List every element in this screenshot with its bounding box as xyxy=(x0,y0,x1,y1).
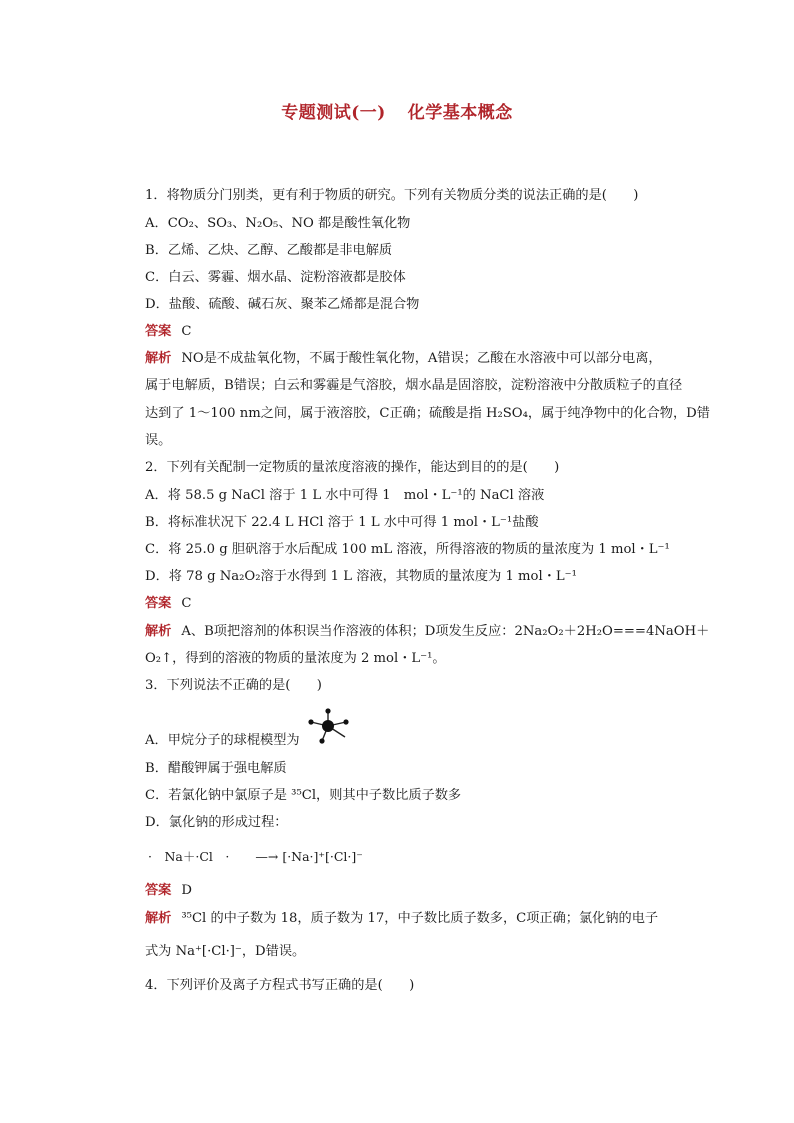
q2-stem: 2．下列有关配制一定物质的量浓度溶液的操作，能达到目的的是( ) xyxy=(145,460,560,475)
q1-option-a: A．CO₂、SO₃、N₂O₅、NO 都是酸性氧化物 xyxy=(145,216,411,231)
answer-label: 答案 xyxy=(145,883,172,898)
formation-product: [·Na·]⁺[·Cl·]⁻ xyxy=(282,849,363,864)
q1-analysis-line-3: 达到了 1～100 nm之间，属于液溶胶，C正确；硫酸是指 H₂SO₄，属于纯净物中的化合物，D错 xyxy=(145,406,710,421)
q3-answer xyxy=(145,881,685,901)
q3-analysis-text-1: ³⁵Cl 的中子数为 18，质子数为 17，中子数比质子数多，C项正确；氯化钠的电子 xyxy=(181,911,659,926)
q4-stem: 4．下列评价及离子方程式书写正确的是( ) xyxy=(145,978,415,993)
answer-label: 答案 xyxy=(145,324,172,339)
q3-stem: 3．下列说法不正确的是( ) xyxy=(145,678,322,693)
analysis-label: 解析 xyxy=(145,624,172,639)
formation-arrow: —→ xyxy=(255,849,279,864)
q1-analysis-text-1: NO是不成盐氧化物，不属于酸性氧化物，A错误；乙酸在水溶液中可以部分电离， xyxy=(181,351,662,366)
q3-answer-value: D xyxy=(181,883,192,898)
q3-option-a: A．甲烷分子的球棍模型为 xyxy=(145,733,300,748)
q1-answer-value: C xyxy=(181,324,192,339)
q1-option-d: D．盐酸、硫酸、碱石灰、聚苯乙烯都是混合物 xyxy=(145,297,420,312)
answer-label: 答案 xyxy=(145,596,172,611)
q2-analysis-line-1 xyxy=(145,622,710,642)
analysis-label: 解析 xyxy=(145,351,172,366)
q2-option-a: A．将 58.5 g NaCl 溶于 1 L 水中可得 1 mol・L⁻¹的 NaCl 溶液 xyxy=(145,488,545,503)
formation-reactants: · Na＋·Cl · xyxy=(148,849,230,864)
methane-ball-stick-model-icon xyxy=(303,707,353,747)
q1-option-c: C．白云、雾霾、烟水晶、淀粉溶液都是胶体 xyxy=(145,270,406,285)
q1-analysis-line-2: 属于电解质，B错误；白云和雾霾是气溶胶，烟水晶是固溶胶，淀粉溶液中分散质粒子的直径 xyxy=(145,378,683,393)
q1-analysis-line-4: 误。 xyxy=(145,433,172,448)
q1-stem: 1．将物质分门别类，更有利于物质的研究。下列有关物质分类的说法正确的是( ) xyxy=(145,188,639,203)
q1-analysis-line-1 xyxy=(145,349,685,369)
q2-answer-value: C xyxy=(181,596,192,611)
q1-option-b: B．乙烯、乙炔、乙醇、乙酸都是非电解质 xyxy=(145,243,393,258)
q3-analysis-line-2: 式为 Na⁺[·Cl·]⁻，D错误。 xyxy=(145,944,306,959)
q3-analysis-line-1 xyxy=(145,909,685,929)
q2-answer xyxy=(145,594,685,614)
q2-option-d: D．将 78 g Na₂O₂溶于水得到 1 L 溶液，其物质的量浓度为 1 mol・L⁻¹ xyxy=(145,569,577,584)
q2-option-b: B．将标准状况下 22.4 L HCl 溶于 1 L 水中可得 1 mol・L⁻¹盐酸 xyxy=(145,515,539,530)
q1-answer xyxy=(145,322,685,342)
q3-option-b: B．醋酸钾属于强电解质 xyxy=(145,761,287,776)
q2-analysis-line-2: O₂↑，得到的溶液的物质的量浓度为 2 mol・L⁻¹。 xyxy=(145,651,446,666)
q2-analysis-text-1: A、B项把溶剂的体积误当作溶液的体积；D项发生反应：2Na₂O₂＋2H₂O===4NaOH＋ xyxy=(181,624,710,639)
analysis-label: 解析 xyxy=(145,911,172,926)
nacl-formation-process xyxy=(148,847,688,867)
title-part-2: 化学基本概念 xyxy=(407,103,513,123)
title-part-1: 专题测试(一) xyxy=(281,103,386,123)
q2-option-c: C．将 25.0 g 胆矾溶于水后配成 100 mL 溶液，所得溶液的物质的量浓度为 1 mol・L⁻¹ xyxy=(145,542,670,557)
q3-option-c: C．若氯化钠中氯原子是 ³⁵Cl，则其中子数比质子数多 xyxy=(145,788,462,803)
q3-option-d: D．氯化钠的形成过程： xyxy=(145,815,288,830)
page-title xyxy=(0,98,794,123)
